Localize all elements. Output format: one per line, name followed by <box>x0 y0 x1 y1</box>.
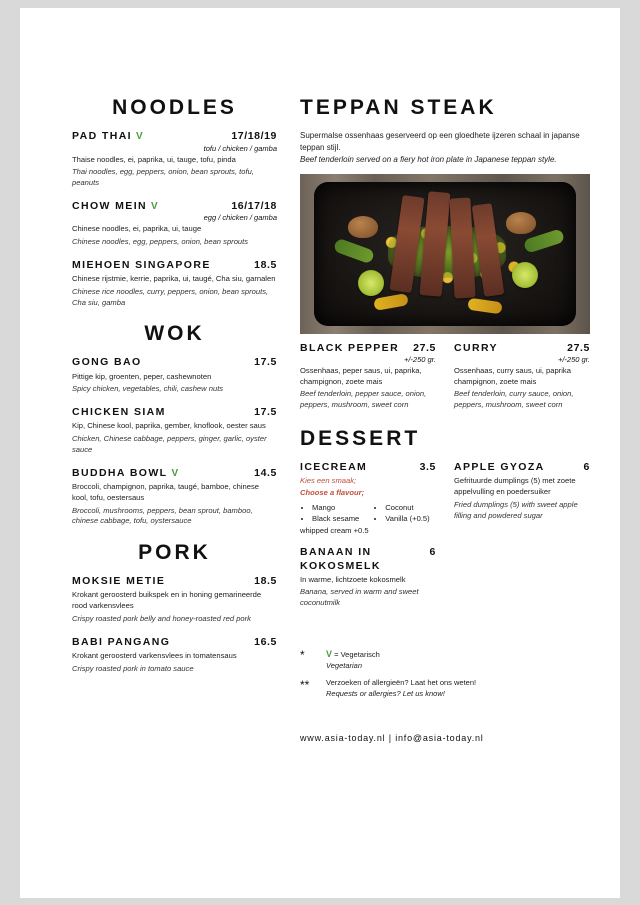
teppan-intro <box>300 130 590 166</box>
website-contact[interactable]: www.asia-today.nl | info@asia-today.nl <box>300 733 484 743</box>
item-desc-nl: Ossenhaas, peper saus, ui, paprika, champignon, zoete mais <box>300 365 422 386</box>
teppan-steak-photo <box>300 174 590 334</box>
item-desc-en: Chinese noodles, egg, peppers, onion, bean sprouts <box>72 237 249 247</box>
item-name: APPLE GYOZA <box>454 461 545 474</box>
menu-item <box>72 636 277 675</box>
item-price-note: egg / chicken / gamba <box>203 213 277 223</box>
item-price: 3.5 <box>419 461 436 474</box>
vegetarian-icon: V <box>326 649 333 659</box>
item-price: 27.5 <box>413 341 436 354</box>
teppan-intro-en: Beef tenderloin served on a fiery hot iron plate in Japanese teppan style. <box>300 155 557 165</box>
item-name: MIEHOEN SINGAPORE <box>72 258 211 271</box>
item-name: CHOW MEIN V <box>72 199 160 212</box>
vegetarian-icon: V <box>151 200 160 212</box>
section-title-teppan-steak: TEPPAN STEAK <box>300 96 497 119</box>
item-name: CURRY <box>454 341 498 354</box>
section-title-wok: WOK <box>144 322 205 346</box>
footnote-text-en: Requests or allergies? Let us know! <box>326 688 445 698</box>
item-desc-nl: In warme, lichtzoete kokosmelk <box>300 574 406 584</box>
item-desc-en: Fried dumplings (5) with sweet apple filling and powdered sugar <box>454 499 578 520</box>
item-desc-nl: Chinese rijstmie, kerrie, paprika, ui, taugé, Cha siu, garnalen <box>72 274 276 284</box>
item-desc-en: Broccoli, mushrooms, peppers, bean sprout, bamboo, chinese cabbage, tofu, oystersauce <box>72 505 253 526</box>
footnote-text-nl: Vegetarisch <box>340 650 380 659</box>
menu-page <box>20 8 620 898</box>
item-price: 6 <box>429 546 436 559</box>
whipped-cream-note: whipped cream +0.5 <box>300 526 369 536</box>
item-desc-nl: Krokant geroosterd varkensvlees in tomatensaus <box>72 650 237 660</box>
item-price-note: tofu / chicken / gamba <box>203 143 277 153</box>
item-desc-nl: Ossenhaas, curry saus, ui, paprika champignon, zoete mais <box>454 365 571 386</box>
menu-item <box>72 259 277 308</box>
item-desc-nl: Kip, Chinese kool, paprika, gember, knoflook, oester saus <box>72 421 266 431</box>
footnote-text-nl: Verzoeken of allergieën? Laat het ons weten! <box>326 677 477 687</box>
menu-item <box>454 461 590 521</box>
menu-item <box>72 130 277 189</box>
flavour-list-column-2 <box>373 502 429 525</box>
section-pork <box>72 541 277 674</box>
item-price: 16.5 <box>254 635 277 648</box>
menu-item <box>300 342 436 411</box>
item-price: 27.5 <box>567 341 590 354</box>
item-price: 6 <box>583 461 590 474</box>
menu-item <box>300 461 436 535</box>
flavour-option: • Coconut <box>385 502 429 513</box>
teppan-intro-nl: Supermalse ossenhaas geserveerd op een gloedhete ijzeren schaal in japanse teppan stijl. <box>300 131 580 152</box>
footnote-equals: = <box>334 650 339 659</box>
flavour-note-en: Choose a flavour; <box>300 488 365 498</box>
item-desc-nl: Pittige kip, groenten, peper, cashewnoten <box>72 371 212 381</box>
item-desc-nl: Broccoli, champignon, paprika, taugé, bamboe, chinese kool, tofu, oestersaus <box>72 482 260 502</box>
menu-item <box>72 356 277 395</box>
item-name: PAD THAI V <box>72 130 145 142</box>
vegetarian-icon: V <box>136 131 145 142</box>
item-price: 16/17/18 <box>231 199 277 212</box>
item-desc-en: Beef tenderloin, pepper sauce, onion, peppers, mushroom, sweet corn <box>300 389 427 410</box>
item-name: BABI PANGANG <box>72 635 171 648</box>
flavour-note-nl: Kies een smaak; <box>300 476 357 486</box>
item-name: BANAAN IN KOKOSMELK <box>300 546 381 572</box>
item-desc-nl: Gefrituurde dumplings (5) met zoete appelvulling en poedersuiker <box>454 476 576 496</box>
section-wok <box>72 322 277 527</box>
flavour-option: • Mango <box>312 502 359 513</box>
menu-item <box>72 467 277 528</box>
teppan-items <box>300 342 590 411</box>
vegetarian-icon: V <box>171 467 180 479</box>
item-price: 18.5 <box>254 575 277 588</box>
item-desc-nl: Thaise noodles, ei, paprika, ui, tauge, tofu, pinda <box>72 154 236 164</box>
flavour-option: • Vanilla (+0.5) <box>385 513 429 524</box>
footnotes <box>300 648 590 706</box>
left-column <box>72 96 277 688</box>
item-price-note: +/-250 gr. <box>403 354 436 364</box>
flavour-option: • Black sesame <box>312 513 359 524</box>
menu-item <box>300 546 436 609</box>
section-title-dessert: DESSERT <box>300 427 421 451</box>
dessert-items <box>300 461 590 620</box>
item-desc-en: Chinese rice noodles, curry, peppers, onion, bean sprouts, Cha siu, gamba <box>72 286 269 307</box>
item-price: 17.5 <box>254 406 277 419</box>
item-name: CHICKEN SIAM <box>72 406 166 419</box>
item-desc-en: Spicy chicken, vegetables, chili, cashew nuts <box>72 384 224 394</box>
item-desc-en: Banana, served in warm and sweet coconutmilk <box>300 587 419 608</box>
menu-item <box>72 575 277 624</box>
menu-item <box>72 406 277 455</box>
item-price: 17/18/19 <box>231 130 277 142</box>
item-desc-en: Crispy roasted pork belly and honey-roasted red pork <box>72 613 251 623</box>
item-desc-en: Crispy roasted pork in tomato sauce <box>72 663 194 673</box>
item-desc-nl: Chinese noodles, ei, paprika, ui, tauge <box>72 224 202 234</box>
menu-item <box>72 200 277 248</box>
footnote-allergies <box>300 678 590 700</box>
item-name: BUDDHA BOWL V <box>72 466 180 479</box>
footnote-star: * <box>300 648 305 662</box>
item-name: ICECREAM <box>300 461 368 474</box>
section-title-pork: PORK <box>138 541 211 565</box>
item-desc-nl: Krokant geroosterd buikspek en in honing gemarineerde rood varkensvlees <box>72 590 262 611</box>
item-price: 14.5 <box>254 466 277 479</box>
footnote-text-en: Vegetarian <box>326 661 362 671</box>
item-price-note: +/-250 gr. <box>557 354 590 364</box>
footnote-vegetarian <box>300 648 590 672</box>
item-desc-en: Chicken, Chinese cabbage, peppers, ginger, garlic, oyster sauce <box>72 433 267 454</box>
item-price: 17.5 <box>254 356 277 369</box>
right-column <box>300 96 590 620</box>
footnote-star: ** <box>300 677 310 692</box>
item-price: 18.5 <box>254 258 277 271</box>
item-desc-en: Thai noodles, egg, peppers, onion, bean sprouts, tofu, peanuts <box>72 167 254 188</box>
menu-item <box>454 342 590 411</box>
item-name: MOKSIE METIE <box>72 575 166 588</box>
item-desc-en: Beef tenderloin, curry sauce, onion, peppers, mushroom, sweet corn <box>454 389 574 410</box>
flavour-list-column-1 <box>300 502 359 525</box>
item-name: GONG BAO <box>72 356 142 369</box>
section-noodles <box>72 96 277 308</box>
item-name: BLACK PEPPER <box>300 341 400 354</box>
section-title-noodles: NOODLES <box>112 96 237 119</box>
